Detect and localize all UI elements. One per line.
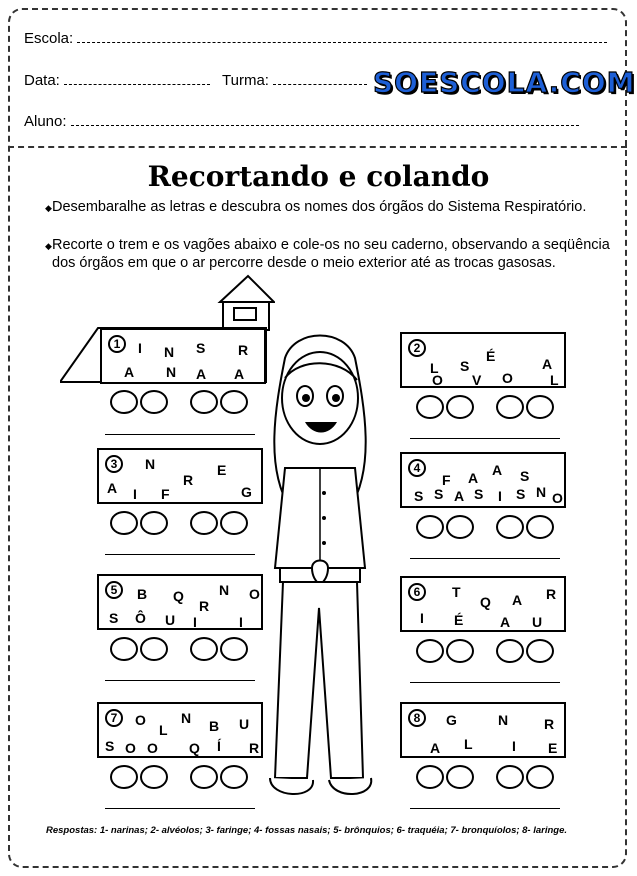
letter: N bbox=[219, 582, 230, 598]
wagon-8[interactable] bbox=[400, 702, 566, 758]
wheel-icon bbox=[220, 511, 248, 535]
class-label: Turma: bbox=[222, 72, 269, 89]
letter: É bbox=[454, 612, 464, 628]
wagon-number: 7 bbox=[105, 709, 123, 727]
wagon-2[interactable] bbox=[400, 332, 566, 388]
date-label: Data: bbox=[24, 72, 60, 89]
wheel-icon bbox=[190, 765, 218, 789]
letter: N bbox=[181, 710, 192, 726]
letter: U bbox=[532, 614, 543, 630]
answer-line-4[interactable] bbox=[410, 558, 560, 559]
letter: N bbox=[498, 712, 509, 728]
letter: R bbox=[199, 598, 210, 614]
wheel-icon bbox=[496, 515, 524, 539]
letter: O bbox=[552, 490, 563, 506]
answer-key: Respostas: 1- narinas; 2- alvéolos; 3- faringe; 4- fossas nasais; 5- brônquios; 6- traquéia; 7- bronquíolos; 8- laringe. bbox=[46, 825, 568, 836]
wagon-number: 2 bbox=[408, 339, 426, 357]
letter: F bbox=[161, 486, 170, 502]
answer-line-5[interactable] bbox=[105, 680, 255, 681]
answer-line-6[interactable] bbox=[410, 682, 560, 683]
wheel-icon bbox=[416, 515, 444, 539]
wagon-4[interactable] bbox=[400, 452, 566, 508]
letter: V bbox=[472, 372, 482, 388]
wheel-icon bbox=[110, 765, 138, 789]
letter: I bbox=[133, 486, 137, 502]
letter: T bbox=[452, 584, 461, 600]
wagon-number: 4 bbox=[408, 459, 426, 477]
wagon-5[interactable] bbox=[97, 574, 263, 630]
letter: Ô bbox=[135, 610, 146, 626]
letter: O bbox=[135, 712, 146, 728]
wheel-icon bbox=[526, 765, 554, 789]
letter: R bbox=[249, 740, 260, 756]
wheel-icon bbox=[190, 511, 218, 535]
wagon-number: 1 bbox=[108, 335, 126, 353]
letter: E bbox=[217, 462, 227, 478]
wheel-icon bbox=[190, 390, 218, 414]
instruction-1 bbox=[45, 198, 612, 216]
letter: U bbox=[165, 612, 176, 628]
wheel-icon bbox=[446, 395, 474, 419]
letter: A bbox=[454, 488, 465, 504]
instruction-text: Recorte o trem e os vagões abaixo e cole-os no seu caderno, observando a seqüência dos órgãos em que o ar percorre desde o meio exterior até as trocas gasosas. bbox=[52, 237, 610, 271]
wagon-3[interactable] bbox=[97, 448, 263, 504]
answer-line-7[interactable] bbox=[105, 808, 255, 809]
letter: U bbox=[239, 716, 250, 732]
letter: I bbox=[193, 614, 197, 630]
wagon-number: 6 bbox=[408, 583, 426, 601]
letter: O bbox=[432, 372, 443, 388]
letter: L bbox=[464, 736, 473, 752]
school-line[interactable] bbox=[77, 41, 607, 43]
letter: O bbox=[147, 740, 158, 756]
answer-line-8[interactable] bbox=[410, 808, 560, 809]
letter: I bbox=[420, 610, 424, 626]
letter: Q bbox=[173, 588, 184, 604]
wheel-icon bbox=[220, 765, 248, 789]
student-label: Aluno: bbox=[24, 113, 67, 130]
letter: I bbox=[138, 340, 142, 356]
letter: R bbox=[544, 716, 555, 732]
letter: S bbox=[434, 486, 444, 502]
letter: S bbox=[105, 738, 115, 754]
letter: B bbox=[137, 586, 148, 602]
letter: S bbox=[414, 488, 424, 504]
letter: L bbox=[159, 722, 168, 738]
letter: R bbox=[238, 342, 249, 358]
date-line[interactable] bbox=[64, 83, 210, 85]
letter: Q bbox=[480, 594, 491, 610]
letter: S bbox=[474, 486, 484, 502]
letter: A bbox=[234, 366, 245, 382]
wheel-icon bbox=[446, 765, 474, 789]
letter: N bbox=[145, 456, 156, 472]
wheel-icon bbox=[220, 390, 248, 414]
answer-line-3[interactable] bbox=[105, 554, 255, 555]
letter: Q bbox=[189, 740, 200, 756]
letter: N bbox=[164, 344, 175, 360]
wheel-icon bbox=[446, 515, 474, 539]
school-label: Escola: bbox=[24, 30, 74, 47]
wheel-icon bbox=[190, 637, 218, 661]
wagon-1[interactable] bbox=[100, 328, 266, 384]
letter: S bbox=[109, 610, 119, 626]
letter: G bbox=[241, 484, 252, 500]
letter: I bbox=[512, 738, 516, 754]
header-divider bbox=[8, 146, 627, 148]
wheel-icon bbox=[140, 511, 168, 535]
wheel-icon bbox=[496, 765, 524, 789]
answer-line-2[interactable] bbox=[410, 438, 560, 439]
wagon-number: 8 bbox=[408, 709, 426, 727]
wagon-7[interactable] bbox=[97, 702, 263, 758]
letter: A bbox=[124, 364, 135, 380]
letter: A bbox=[196, 366, 207, 382]
wheel-icon bbox=[110, 637, 138, 661]
letter: S bbox=[516, 486, 526, 502]
answer-line-1[interactable] bbox=[105, 434, 255, 435]
class-line[interactable] bbox=[273, 83, 367, 85]
student-field bbox=[24, 113, 579, 130]
class-field bbox=[222, 72, 367, 89]
letter: I bbox=[498, 488, 502, 504]
girl-illustration bbox=[245, 318, 395, 818]
wagon-number: 3 bbox=[105, 455, 123, 473]
wheel-icon bbox=[140, 390, 168, 414]
wheel-icon bbox=[220, 637, 248, 661]
letter: I bbox=[239, 614, 243, 630]
letter: A bbox=[492, 462, 503, 478]
wheel-icon bbox=[110, 390, 138, 414]
letter: A bbox=[430, 740, 441, 756]
letter: A bbox=[468, 470, 479, 486]
wheel-icon bbox=[140, 637, 168, 661]
letter: O bbox=[249, 586, 260, 602]
letter: R bbox=[183, 472, 194, 488]
instruction-2 bbox=[45, 236, 612, 272]
letter: A bbox=[542, 356, 553, 372]
instruction-text: Desembaralhe as letras e descubra os nomes dos órgãos do Sistema Respiratório. bbox=[52, 199, 587, 215]
letter: S bbox=[196, 340, 206, 356]
school-field bbox=[24, 30, 607, 47]
letter: A bbox=[512, 592, 523, 608]
date-field bbox=[24, 72, 210, 89]
diamond-bullet-icon: ◆ bbox=[45, 203, 52, 213]
letter: B bbox=[209, 718, 220, 734]
letter: O bbox=[125, 740, 136, 756]
wagon-6[interactable] bbox=[400, 576, 566, 632]
diamond-bullet-icon: ◆ bbox=[45, 241, 52, 251]
letter: Í bbox=[217, 738, 221, 754]
letter: N bbox=[166, 364, 177, 380]
letter: A bbox=[500, 614, 511, 630]
wheel-icon bbox=[446, 639, 474, 663]
page-title: Recortando e colando bbox=[147, 160, 490, 193]
letter: S bbox=[520, 468, 530, 484]
letter: A bbox=[107, 480, 118, 496]
wheel-icon bbox=[526, 515, 554, 539]
wheel-icon bbox=[416, 395, 444, 419]
wheel-icon bbox=[526, 395, 554, 419]
letter: F bbox=[442, 472, 451, 488]
wagon-number: 5 bbox=[105, 581, 123, 599]
letter: G bbox=[446, 712, 457, 728]
wheel-icon bbox=[416, 765, 444, 789]
letter: É bbox=[486, 348, 496, 364]
letter: E bbox=[548, 740, 558, 756]
wheel-icon bbox=[526, 639, 554, 663]
wheel-icon bbox=[496, 639, 524, 663]
wheel-icon bbox=[416, 639, 444, 663]
letter: N bbox=[536, 484, 547, 500]
letter: L bbox=[430, 360, 439, 376]
letter: L bbox=[550, 372, 559, 388]
letter: R bbox=[546, 586, 557, 602]
letter: S bbox=[460, 358, 470, 374]
wheel-icon bbox=[496, 395, 524, 419]
student-line[interactable] bbox=[71, 124, 579, 126]
wheel-icon bbox=[110, 511, 138, 535]
soescola-logo: SOESCOLA.COM bbox=[373, 66, 636, 99]
wheel-icon bbox=[140, 765, 168, 789]
letter: O bbox=[502, 370, 513, 386]
